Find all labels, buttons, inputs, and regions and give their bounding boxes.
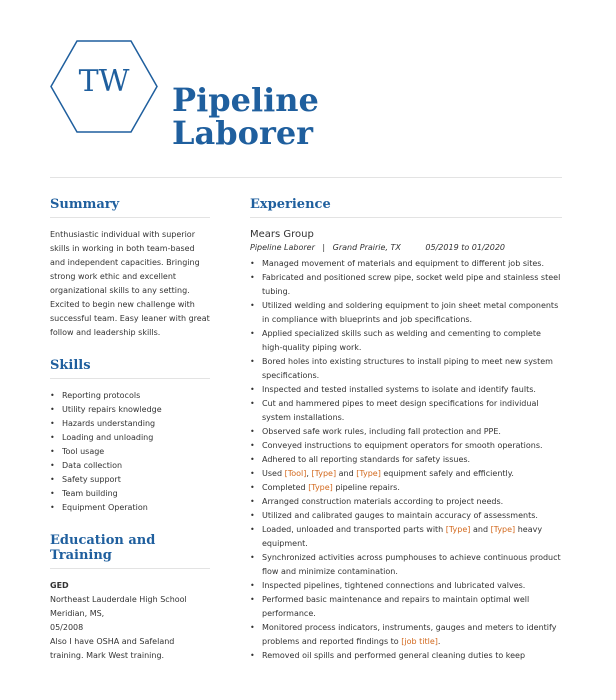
duty-item: • Utilized welding and soldering equipment to join sheet metal components in compliance with blueprints and job specifications.: [250, 299, 562, 327]
placeholder-token: [Type]: [356, 469, 381, 478]
skill-item: • Utility repairs knowledge: [50, 403, 210, 417]
title-line-1: Pipeline: [172, 81, 319, 119]
duty-item: • Inspected pipelines, tightened connections and lubricated valves.: [250, 579, 562, 593]
skill-item: • Tool usage: [50, 445, 210, 459]
duty-item: • Adhered to all reporting standards for safety issues.: [250, 453, 562, 467]
job-details: [250, 242, 562, 254]
placeholder-token: [Tool]: [284, 469, 307, 478]
right-column: [250, 197, 562, 663]
duty-item: • Synchronized activities across pumphouses to achieve continuous product flow and minimize contamination.: [250, 551, 562, 579]
duty-item: • Arranged construction materials according to project needs.: [250, 495, 562, 509]
duties-list: [250, 257, 562, 663]
duty-item: • Conveyed instructions to equipment operators for smooth operations.: [250, 439, 562, 453]
left-column: [50, 197, 210, 663]
education-heading: Education and Training: [50, 533, 210, 569]
header-divider: [50, 177, 562, 178]
education-degree: GED: [50, 581, 69, 590]
summary-heading: Summary: [50, 197, 210, 218]
education-location: Meridian, MS,: [50, 609, 105, 618]
placeholder-token: [job title]: [401, 637, 438, 646]
placeholder-token: [Type]: [445, 525, 471, 534]
monogram-initials: TW: [78, 64, 130, 99]
skill-item: • Reporting protocols: [50, 389, 210, 403]
job-location: Grand Prairie, TX: [332, 243, 401, 252]
skill-item: • Team building: [50, 487, 210, 501]
education-date: 05/2008: [50, 623, 84, 632]
summary-text: Enthusiastic individual with superior skills in working in both team-based and independent capacities. Bringing strong work ethic and excellent organizational skills to any setting. Excited to begin new challenge with successful team. Easy leaner with great follow and leadership skills.: [50, 230, 210, 337]
duty-item: • Fabricated and positioned screw pipe, socket weld pipe and stainless steel tubing.: [250, 271, 562, 299]
page-title: [172, 81, 319, 152]
duty-item: • Managed movement of materials and equipment to different job sites.: [250, 257, 562, 271]
duty-item: • Cut and hammered pipes to meet design specifications for individual system installations.: [250, 397, 562, 425]
job-separator: |: [322, 243, 326, 252]
duty-item: • Observed safe work rules, including fall protection and PPE.: [250, 425, 562, 439]
experience-heading: Experience: [250, 197, 562, 218]
duty-item: • Utilized and calibrated gauges to maintain accuracy of assessments.: [250, 509, 562, 523]
skill-item: • Equipment Operation: [50, 501, 210, 515]
duty-item: • Used [Tool], [Type] and [Type] equipment safely and efficiently.: [250, 467, 562, 481]
placeholder-token: [Type]: [311, 469, 337, 478]
duty-item: • Applied specialized skills such as welding and cementing to complete high-quality piping work.: [250, 327, 562, 355]
title-line-2: Laborer: [172, 114, 314, 152]
skill-item: • Hazards understanding: [50, 417, 210, 431]
skill-item: • Safety support: [50, 473, 210, 487]
duty-item: • Monitored process indicators, instruments, gauges and meters to identify problems and reported findings to [job title].: [250, 621, 562, 649]
job-role: Pipeline Laborer: [250, 243, 315, 252]
duty-item: • Loaded, unloaded and transported parts with [Type] and [Type] heavy equipment.: [250, 523, 562, 551]
job-dates: 05/2019 to 01/2020: [425, 243, 506, 252]
skills-list: [50, 389, 210, 515]
duty-item: • Bored holes into existing structures to install piping to meet new system specifications.: [250, 355, 562, 383]
placeholder-token: [Type]: [490, 525, 516, 534]
education-school: Northeast Lauderdale High School: [50, 595, 187, 604]
education-entry: [50, 579, 210, 663]
skills-heading: Skills: [50, 358, 210, 379]
skill-item: • Data collection: [50, 459, 210, 473]
employer-name: Mears Group: [250, 229, 314, 240]
duty-item: • Performed basic maintenance and repairs to maintain optimal well performance.: [250, 593, 562, 621]
duty-item: • Completed [Type] pipeline repairs.: [250, 481, 562, 495]
skill-item: • Loading and unloading: [50, 431, 210, 445]
placeholder-token: [Type]: [308, 483, 333, 492]
education-note: Also I have OSHA and Safeland training. Mark West training.: [50, 637, 175, 660]
duty-item: • Removed oil spills and performed general cleaning duties to keep: [250, 649, 562, 663]
duty-item: • Inspected and tested installed systems to isolate and identify faults.: [250, 383, 562, 397]
